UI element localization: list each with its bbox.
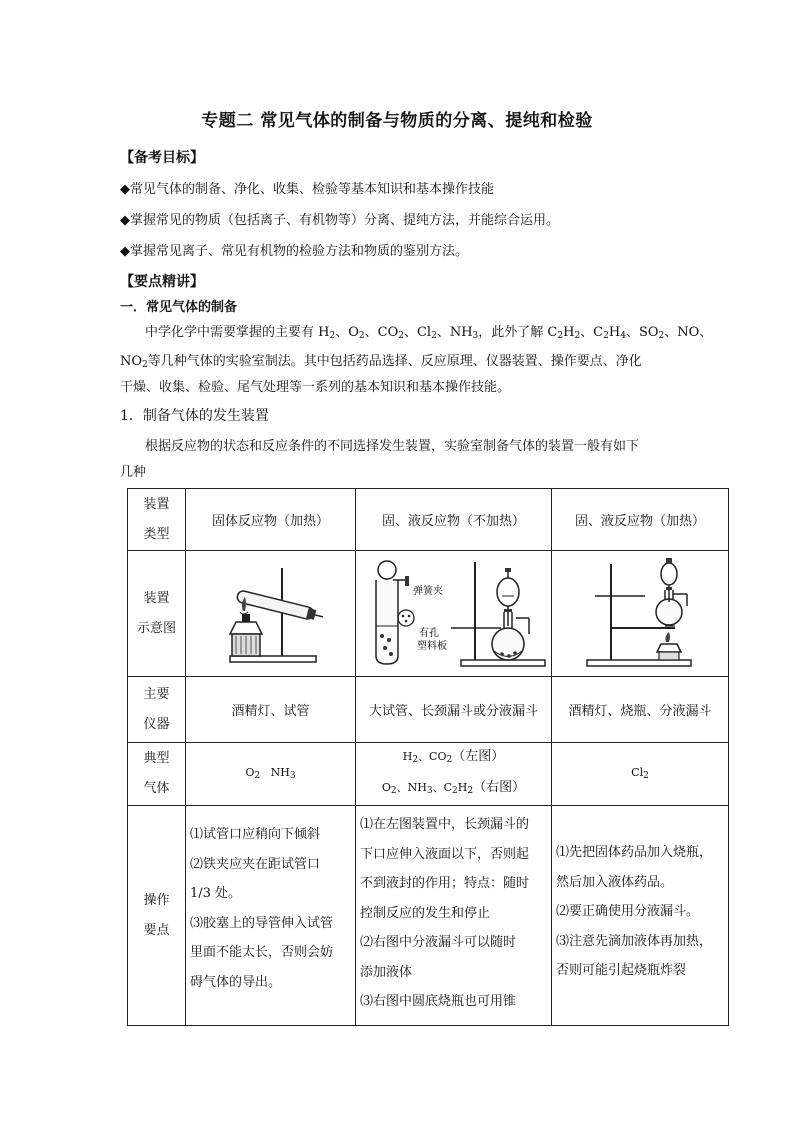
apparatus-kipp-and-flask-diagram xyxy=(361,556,547,668)
goal-item-3: ◆掌握常见离子、常见有机物的检验方法和物质的鉴别方法。 xyxy=(120,244,468,259)
operations-2: ⑴在左图装置中，长颈漏斗的 下口应伸入液面以下，否则起 不到液封的作用；特点：随时 控制反应的发生和停止 ⑵右图中分液漏斗可以随时 添加液体 ⑶右图中圆底烧瓶也可用锥 xyxy=(356,806,552,1026)
sub1-text-2: 几种 xyxy=(120,465,147,480)
table-row-instruments xyxy=(128,677,729,743)
table-row-gases xyxy=(128,743,729,806)
instruments-1: 酒精灯、试管 xyxy=(186,677,356,743)
table-row-diagram xyxy=(128,551,729,677)
table-row-type xyxy=(128,489,729,551)
gases-3: $Cl_2$ xyxy=(552,743,729,806)
diagram-cell-1 xyxy=(186,551,356,677)
goal-item-1: ◆常见气体的制备、净化、收集、检验等基本知识和基本操作技能 xyxy=(120,182,494,197)
gases-2: $H_2$、$CO_2$（左图） $O_2$、$NH_3$、$C_2H_2$（右图） xyxy=(356,743,552,806)
part1-title: 一．常见气体的制备 xyxy=(120,300,238,315)
row-label-gases: 典型 气体 xyxy=(128,743,186,806)
row-label-diagram: 装置 示意图 xyxy=(128,551,186,677)
operations-3: ⑴先把固体药品加入烧瓶， 然后加入液体药品。 ⑵要正确使用分液漏斗。 ⑶注意先滴加液体再加热， 否则可能引起烧瓶炸裂 xyxy=(552,806,729,1026)
col-header-solid-liquid-heat: 固、液反应物（加热） xyxy=(552,489,729,551)
diagram-cell-2 xyxy=(356,551,552,677)
instruments-3: 酒精灯、烧瓶、分液漏斗 xyxy=(552,677,729,743)
gases-1: $O_2$ $NH_3$ xyxy=(186,743,356,806)
instruments-2: 大试管、长颈漏斗或分液漏斗 xyxy=(356,677,552,743)
apparatus-table xyxy=(127,488,729,1026)
label-plate-2: 塑料板 xyxy=(416,640,447,652)
page-title: 专题二 常见气体的制备与物质的分离、提纯和检验 xyxy=(201,111,593,131)
section-goals-heading: 【备考目标】 xyxy=(120,150,204,166)
col-header-solid-heat: 固体反应物（加热） xyxy=(186,489,356,551)
intro-line-2: $NO_2$等几种气体的实验室制法。其中包括药品选择、反应原理、仪器装置、操作要点、净化 xyxy=(120,354,642,370)
table-row-operations xyxy=(128,806,729,1026)
goal-item-2: ◆掌握常见的物质（包括离子、有机物等）分离、提纯方法，并能综合运用。 xyxy=(120,213,559,228)
apparatus-heated-flask-diagram xyxy=(565,556,715,668)
label-plate-1: 有孔 xyxy=(418,627,439,639)
operations-1: ⑴试管口应稍向下倾斜 ⑵铁夹应夹在距试管口 1/3 处。 ⑶胶塞上的导管伸入试管 里面不能太长，否则会妨 碍气体的导出。 xyxy=(186,806,356,1026)
intro-line-3: 干燥、收集、检验、尾气处理等一系列的基本知识和基本操作技能。 xyxy=(120,380,511,395)
sub1-text-1: 根据反应物的状态和反应条件的不同选择发生装置，实验室制备气体的装置一般有如下 xyxy=(145,439,640,454)
diagram-cell-3 xyxy=(552,551,729,677)
row-label-operations: 操作 要点 xyxy=(128,806,186,1026)
row-label-instruments: 主要 仪器 xyxy=(128,677,186,743)
apparatus-heated-test-tube-diagram xyxy=(216,556,326,668)
section-points-heading: 【要点精讲】 xyxy=(120,274,204,290)
label-spring-clamp: 弹簧夹 xyxy=(412,585,443,597)
sub1-title: 1．制备气体的发生装置 xyxy=(120,408,269,424)
intro-line-1: 中学化学中需要掌握的主要有 $H_2$、$O_2$、$CO_2$、$Cl_2$、$NH_3$，此外了解 $C_2H_2$、$C_2H_4$、$SO_2$、NO、 xyxy=(145,325,713,341)
col-header-solid-liquid-noheat: 固、液反应物（不加热） xyxy=(356,489,552,551)
row-label-type: 装置 类型 xyxy=(128,489,186,551)
